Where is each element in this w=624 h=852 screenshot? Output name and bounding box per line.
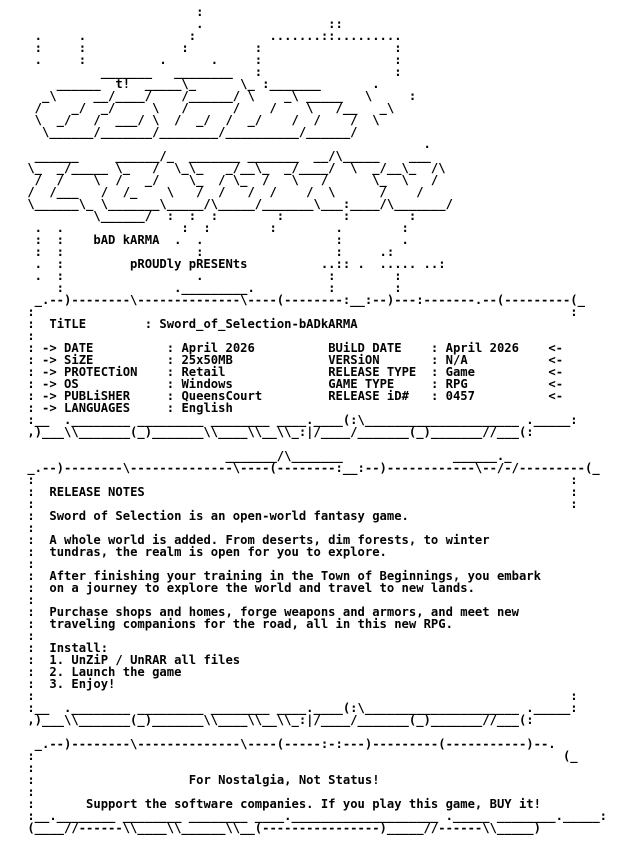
protection-value: Retail	[181, 365, 226, 379]
info-box-top-border: _.--)--------\--------------\----(--------:__:--)---:-------.--(---------(_ : : :	[27, 293, 585, 331]
os-value: Windows	[181, 377, 233, 391]
notes-paragraph-2-line-2: tundras, the realm is open for you to explore.	[49, 545, 387, 559]
version-value: N/A	[445, 353, 468, 367]
size-label: SiZE	[64, 353, 94, 367]
build-date-label: BUiLD DATE	[328, 341, 402, 355]
footer-support-line: Support the software companies. If you play this game, BUY it!	[86, 797, 541, 811]
install-label: Install:	[49, 641, 109, 655]
install-step-1: 1. UnZiP / UnRAR all files	[49, 653, 241, 667]
languages-value: English	[181, 401, 233, 415]
notes-paragraph-3-line-1: After finishing your training in the Town of Beginnings, you embark	[49, 569, 541, 583]
notes-paragraph-4-line-1: Purchase shops and homes, forge weapons and armors, and meet new	[49, 605, 519, 619]
languages-label: LANGUAGES	[64, 401, 131, 415]
release-id-value: 0457	[445, 389, 475, 403]
notes-paragraph-2-line-1: A whole world is added. From deserts, dim forests, to winter	[49, 533, 490, 547]
footer-motto: For Nostalgia, Not Status!	[188, 773, 380, 787]
title-value: Sword_of_Selection-bADkARMA	[159, 317, 358, 331]
version-label: VERSiON	[328, 353, 380, 367]
notes-paragraph-3-line-2: on a journey to explore the world and travel to new lands.	[49, 581, 475, 595]
header-ascii-art: : . :: . . : .......::......... : : : : : . : . . : : _______ ________ : : ______ t! _____\_ \_ :_______ . _\ __/____/ /______/ \ _\ _____ \ : / _/ _/ \ / / / \ /__ _\ \ _/ / ___/ \ / _/ / _/ / / / \ \______/_______/________/__________/______/ . ______ ______/_ _______ _______ __/\_____ ___ \_ _/_____ \_ / \_\_ _/__\_ _/____/ \ _/__\_ /\ / / \ / _/ \_ / \_ / \ / \_ \ / / /___ / /_ \ / / / / / \ / / \______\_ \_______\_____/\_____/_______\___:____/\_______/ \______/ : : : : : : . . : : : . : : : bAD kARMA . . : . : : : : .: . : pROUDly pRESENts ..:: . ..... ..: . : . : : : ._________. : :	[27, 5, 453, 295]
date-value: April 2026	[181, 341, 255, 355]
protection-label: PROTECTiON	[64, 365, 138, 379]
build-date-value: April 2026	[445, 341, 519, 355]
title-label: TiTLE	[49, 317, 87, 331]
release-notes-heading: RELEASE NOTES	[49, 485, 145, 499]
nfo-release-document: : . :: . . : .......::......... : : : : : . : . . : : _______ ________ : : ______ t! _____\_ \_ :_______ . _\ __/____/ /______/ \ _\ _____ \ : / _/ _/ \ / / / \ /__ _\ \ _/ / ___/ \ / _/ / _/ / / / \ \______/_______/________/__________/______/ . ______ ______/_ _______ _______ __/\_____ ___ \_ _/_____ \_ / \_\_ _/__\_ _/____/ \ _/__\_ /\ / / \ / _/ \_ / \_ / \ / \_ \ / / /___ / /_ \ / / / / / \ / / \______\_ \_______\_____/\_____/_______\___:____/\_______/ \______/ : : : : : : . . : : : . : : : bAD kARMA . . : . : : : : .: . : pROUDly pRESENts ..:: . ..... ..: . : . : : : ._________. : : _.--)--------\--------------\----(--------:__:--)---:-------.--(---------(_ : : : TiTLE : Sword_of_Selection-bADkARMA : : -> DATE : April 2026 BUiLD DATE : April 2026 <- : -> SiZE : 25x50MB VERSiON : N/A <- : -> PROTECTiON : Retail RELEASE TYPE : Game <- : -> OS : Windows GAME TYPE : RPG <- : -> PUBLiSHER : QueensCourt RELEASE iD# : 0457 <- : -> LANGUAGES : English :__ .________ _________ ________ ____.____(:\_____________________ ._____: ,)___\\_______(_)_______\\____\\__\\_:|/____/_______(_)_______//___(: _______/\_______ ______._ _.--)--------\--------------\----(--------:__:--)------------\--/-/---------(_ : : : RELEASE NOTES : : : : Sword of Selection is an open-world fantasy game. : : A whole world is added. From deserts, dim forests, to winter : tundras, the realm is open for you to explore. : : After finishing your training in the Town of Beginnings, you embark : on a journey to explore the world and travel to new lands. : : Purchase shops and homes, forge weapons and armors, and meet new : traveling companions for the road, all in this new RPG. : : Install: : 1. UnZiP / UnRAR all files : 2. Launch the game : 3. Enjoy! : : :__ .________ _________ ________ ____.____(:\_____________________ ._____: ,)___\\_______(_)_______\\____\\__\\_:|/____/_______(_)_______//___(: _.--)--------\--------------\----(-----:-:---)---------(-----------)--. : (_ : : For Nostalgia, Not Status! : : Support the software companies. If you play this game, BUY it! :__.________ ________ ________ ____.____________________ ._____ ________._____: (____//------\\____\\______\\__(----------------)_____//------\\_____)	[20, 6, 607, 834]
publisher-value: QueensCourt	[181, 389, 263, 403]
publisher-label: PUBLiSHER	[64, 389, 131, 403]
release-type-label: RELEASE TYPE	[328, 365, 417, 379]
game-type-value: RPG	[445, 377, 468, 391]
game-type-label: GAME TYPE	[328, 377, 395, 391]
notes-paragraph-1: Sword of Selection is an open-world fantasy game.	[49, 509, 409, 523]
install-step-2: 2. Launch the game	[49, 665, 182, 679]
release-id-label: RELEASE iD#	[328, 389, 409, 403]
size-value: 25x50MB	[181, 353, 233, 367]
date-label: DATE	[64, 341, 94, 355]
release-type-value: Game	[445, 365, 475, 379]
install-step-3: 3. Enjoy!	[49, 677, 116, 691]
os-label: OS	[64, 377, 79, 391]
notes-paragraph-4-line-2: traveling companions for the road, all in this new RPG.	[49, 617, 453, 631]
